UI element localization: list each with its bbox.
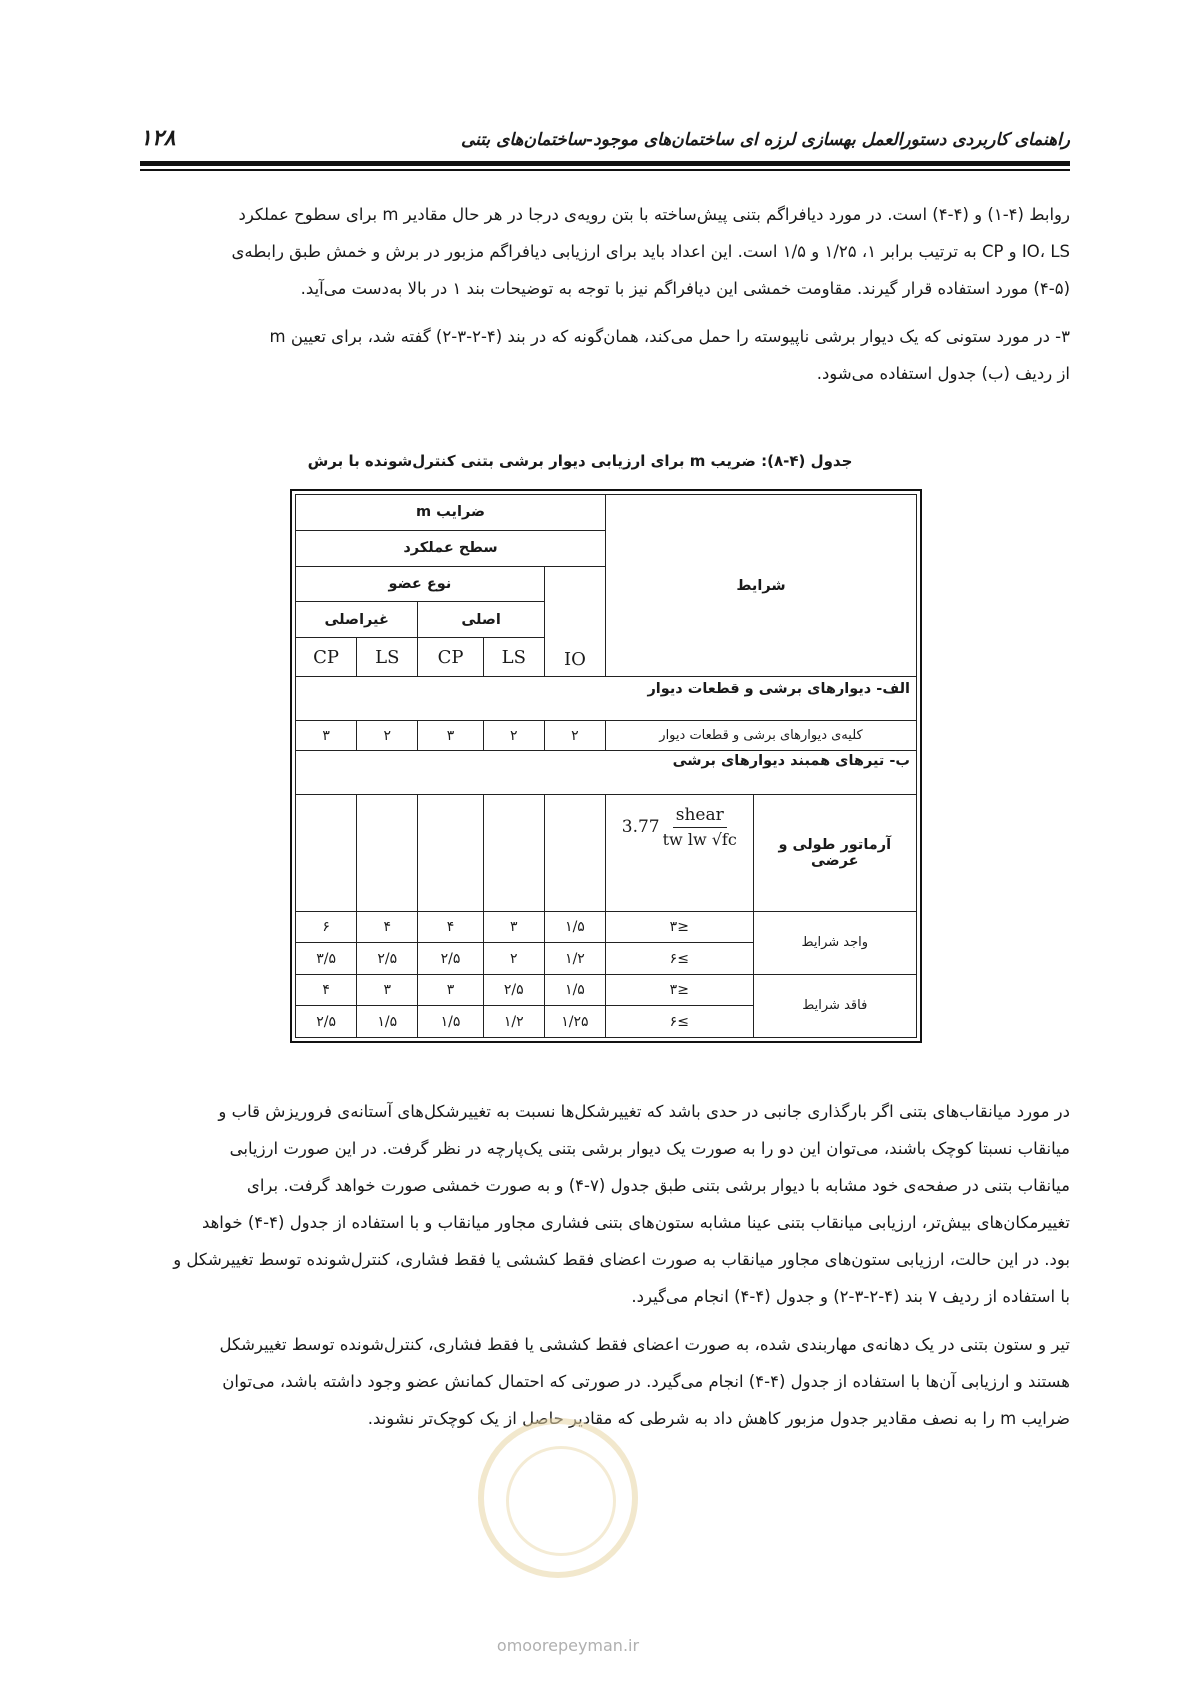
braced-bay-line-2: هستند و ارزیابی آن‌ها با استفاده از جدول (۴-۴) انجام می‌گیرد. در صورتی که احتمال کمانش عضو وجود داشته باشد، می‌توان: [222, 1372, 1070, 1391]
item-3-paragraph: [140, 318, 1070, 392]
ls-primary-header: LS: [483, 638, 544, 677]
performance-level-header: سطح عملکرد: [296, 530, 606, 566]
cp-primary-header: CP: [418, 638, 483, 677]
item-3-line-1: ۳- در مورد ستونی که یک دیوار برشی ناپیوسته را حمل می‌کند، همان‌گونه که در بند (۴-۲-۳-۲) گفته شد، برای تعیین m: [269, 327, 1070, 346]
infill-line-4: تغییرمکان‌های بیش‌تر، ارزیابی میانقاب بتنی عینا مشابه ستون‌های بتنی فشاری مجاور میانقاب و با استفاده از جدول (۴-۴) خواهد: [201, 1213, 1070, 1232]
shear-ratio-fraction: [622, 805, 737, 849]
row-a-label: کلیه‌ی دیوارهای برشی و قطعات دیوار: [606, 720, 917, 750]
io-cell: ۱/۲: [544, 943, 605, 974]
ls-secondary-cell: ۲/۵: [357, 943, 418, 974]
row-a-ls-secondary: ۲: [357, 720, 418, 750]
infill-line-6: با استفاده از ردیف ۷ بند (۴-۲-۳-۲) و جدول (۴-۴) انجام می‌گیرد.: [631, 1287, 1070, 1306]
empty-cell: [296, 794, 357, 911]
ratio-cell: ≤۳: [606, 974, 754, 1005]
watermark-seal-icon: [478, 1418, 638, 1578]
cp-secondary-cell: ۴: [296, 974, 357, 1005]
conditions-header: شرایط: [606, 495, 917, 677]
cp-secondary-cell: ۳/۵: [296, 943, 357, 974]
cp-primary-cell: ۴: [418, 911, 483, 942]
formula-denominator: tw lw √fc: [662, 829, 737, 849]
cp-primary-cell: ۳: [418, 974, 483, 1005]
intro-line-1: روابط (۴-۱) و (۴-۴) است. در مورد دیافراگم بتنی پیش‌ساخته با بتن رویه‌ی درجا در هر حال مقادیر m برای سطوح عملکرد: [238, 205, 1070, 224]
io-header: IO: [544, 566, 605, 677]
cp-secondary-cell: ۶: [296, 911, 357, 942]
primary-header: اصلی: [418, 602, 545, 638]
braced-bay-line-3: ضرایب m را به نصف مقادیر جدول مزبور کاهش داد به شرطی که مقادیر حاصل از یک کوچک‌تر نشوند.: [367, 1409, 1070, 1428]
empty-cell: [357, 794, 418, 911]
infill-line-2: میانقاب نسبتا کوچک باشند، می‌توان این دو را به صورت یک دیوار برشی بتنی یک‌پارچه در نظر گرفت. در این صورت ارزیابی: [229, 1139, 1070, 1158]
member-type-header: نوع عضو: [296, 566, 545, 602]
row-a-cp-primary: ۳: [418, 720, 483, 750]
intro-line-3: (۴-۵) مورد استفاده قرار گیرند. مقاومت خمشی این دیافراگم نیز با توجه به توضیحات بند ۱ در بالا به‌دست می‌آید.: [300, 279, 1070, 298]
secondary-header: غیراصلی: [296, 602, 418, 638]
braced-bay-line-1: تیر و ستون بتنی در یک دهانه‌ی مهاربندی شده، به صورت اعضای فقط کششی یا فقط فشاری، کنترل‌شونده توسط تغییرشکل: [219, 1335, 1070, 1354]
table-caption: جدول (۴-۸): ضریب m برای ارزیابی دیوار برشی بتنی کنترل‌شونده با برش: [307, 452, 853, 470]
ratio-cell: ≥۶: [606, 943, 754, 974]
row-a-io: ۲: [544, 720, 605, 750]
braced-bay-paragraph: [140, 1326, 1070, 1437]
header-rule-thin: [140, 169, 1070, 171]
ratio-cell: ≥۶: [606, 1006, 754, 1038]
empty-cell: [418, 794, 483, 911]
shear-ratio-formula: [606, 794, 754, 911]
item-3-line-2: از ردیف (ب) جدول استفاده می‌شود.: [816, 364, 1070, 383]
io-cell: ۱/۵: [544, 974, 605, 1005]
ls-primary-cell: ۱/۲: [483, 1006, 544, 1038]
running-title: راهنمای کاربردی دستورالعمل بهسازی لرزه ای ساختمان‌های موجود-ساختمان‌های بتنی: [460, 130, 1070, 150]
formula-coefficient: 3.77: [621, 816, 660, 837]
section-b-heading: ب- تیرهای همبند دیوارهای برشی: [296, 751, 917, 794]
io-cell: ۱/۵: [544, 911, 605, 942]
formula-numerator: shear: [673, 805, 727, 828]
ls-secondary-cell: ۳: [357, 974, 418, 1005]
infill-paragraph: [140, 1093, 1070, 1315]
rebar-label: آرماتور طولی و عرضی: [753, 794, 916, 911]
row-a-cp-secondary: ۳: [296, 720, 357, 750]
header-rule-thick: [140, 161, 1070, 166]
empty-cell: [483, 794, 544, 911]
page-number: ۱۲۸: [140, 126, 176, 151]
ls-primary-cell: ۳: [483, 911, 544, 942]
cp-primary-cell: ۲/۵: [418, 943, 483, 974]
infill-line-5: بود. در این حالت، ارزیابی ستون‌های مجاور میانقاب به صورت اعضای فقط کششی یا فقط فشاری، کنترل‌شونده توسط تغییرشکل و: [173, 1250, 1070, 1269]
cp-primary-cell: ۱/۵: [418, 1006, 483, 1038]
io-cell: ۱/۲۵: [544, 1006, 605, 1038]
ls-primary-cell: ۲: [483, 943, 544, 974]
intro-line-2: IO، LS و CP به ترتیب برابر ۱، ۱/۲۵ و ۱/۵ است. این اعداد باید برای ارزیابی دیافراگم مزبور در برش و خمش طبق رابطه‌ی: [231, 242, 1070, 261]
intro-paragraph: [140, 196, 1070, 307]
ls-secondary-cell: ۱/۵: [357, 1006, 418, 1038]
cp-secondary-cell: ۲/۵: [296, 1006, 357, 1038]
nonconforming-label: فاقد شرایط: [753, 974, 916, 1037]
ls-primary-cell: ۲/۵: [483, 974, 544, 1005]
infill-line-1: در مورد میانقاب‌های بتنی اگر بارگذاری جانبی در حدی باشد که تغییرشکل‌ها نسبت به تغییرشکل‌های آستانه‌ی فروریزش قاب و: [218, 1102, 1070, 1121]
cp-secondary-header: CP: [296, 638, 357, 677]
ratio-cell: ≤۳: [606, 911, 754, 942]
m-factor-table: [290, 489, 922, 1043]
infill-line-3: میانقاب بتنی در صفحه‌ی خود مشابه با دیوار برشی بتنی طبق جدول (۷-۴) و به صورت خمشی صورت خواهد گرفت. برای: [246, 1176, 1070, 1195]
section-a-heading: الف- دیوارهای برشی و قطعات دیوار: [296, 677, 917, 720]
ls-secondary-cell: ۴: [357, 911, 418, 942]
watermark-site: omoorepeyman.ir: [496, 1636, 640, 1655]
conforming-label: واجد شرایط: [753, 911, 916, 974]
empty-cell: [544, 794, 605, 911]
m-coef-header: ضرایب m: [296, 495, 606, 531]
row-a-ls-primary: ۲: [483, 720, 544, 750]
ls-secondary-header: LS: [357, 638, 418, 677]
page-header: [140, 118, 1070, 158]
